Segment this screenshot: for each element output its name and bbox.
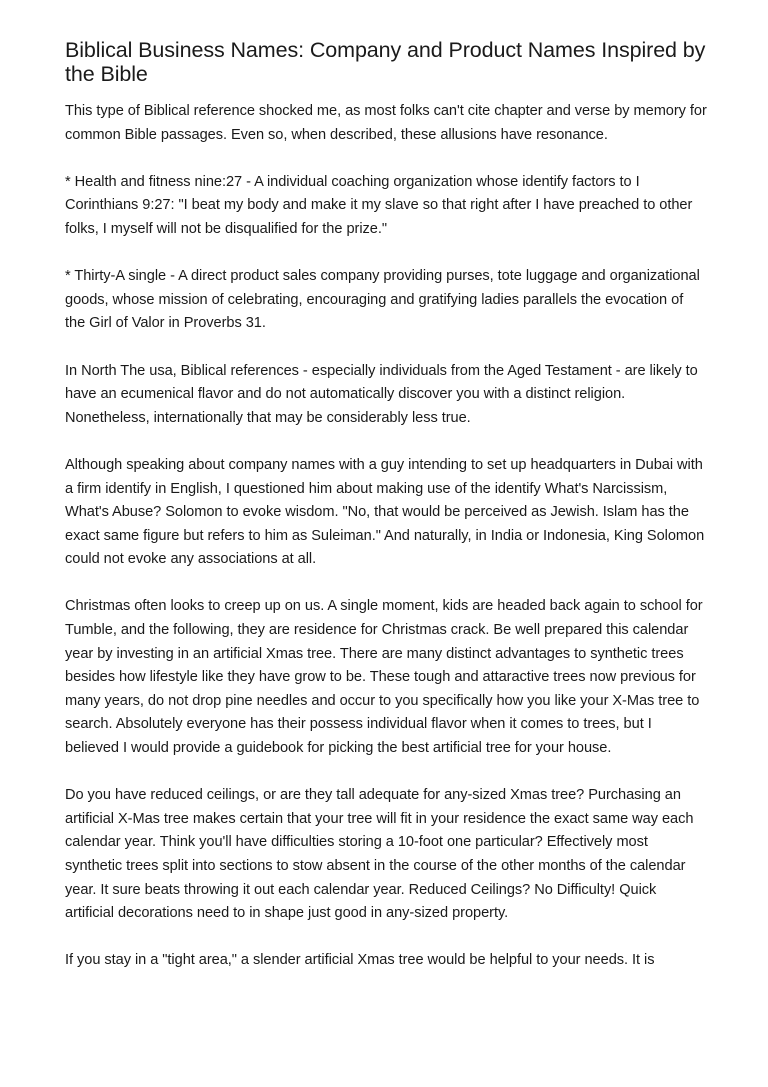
paragraph-intro: This type of Biblical reference shocked me, as most folks can't cite chapter and verse by memory for common Bible passages. Even so, when described, these allusions have resonance. — [65, 103, 707, 143]
paragraph-dubai: Although speaking about company names with a guy intending to set up headquarters in Dubai with a firm identify in English, I questioned him about making use of the identify What's Narcissism, What's Abuse? Solomon to evoke wisdom. "No, that would be perceived as Jewish. Islam has the exact same figure but refers to him as Suleiman." And naturally, in India or Indonesia, King Solomon could not evoke any associations at all. — [65, 456, 705, 568]
paragraph-tight-area: If you stay in a "tight area," a slender artificial Xmas tree would be helpful to your needs. It is — [65, 952, 655, 969]
document-title: Biblical Business Names: Company and Product Names Inspired by the Bible — [65, 38, 706, 86]
paragraph-north-america: In North The usa, Biblical references - especially individuals from the Aged Testament - are likely to have an ecumenical flavor and do not automatically discover you with a distinct religion. Nonetheless, internationally that may be considerably less true. — [65, 362, 698, 426]
paragraph-ceilings: Do you have reduced ceilings, or are they tall adequate for any-sized Xmas tree? Purchasing an artificial X-Mas tree makes certain that your tree will fit in your residence the exact same way each calendar year. Think you'll have difficulties storing a 10-foot one particular? Effectively most synthetic trees split into sections to stow absent in the course of the other months of the calendar year. It sure beats throwing it out each calendar year. Reduced Ceilings? No Difficulty! Quick artificial decorations need to in shape just good in any-sized property. — [65, 787, 694, 922]
paragraph-thirty-one: * Thirty-A single - A direct product sales company providing purses, tote luggage and organizational goods, whose mission of celebrating, encouraging and gratifying ladies parallels the evocation of the Girl of Valor in Proverbs 31. — [65, 268, 700, 332]
paragraph-christmas: Christmas often looks to creep up on us. A single moment, kids are headed back again to school for Tumble, and the following, they are residence for Christmas crack. Be well prepared this calendar year by investing in an artificial Xmas tree. There are many distinct advantages to synthetic trees besides how lifestyle like they have grow to be. These tough and attaractive trees now previous for many years, do not drop pine needles and occur to you specifically how you like your X-Mas tree to search. Absolutely everyone has their possess individual flavor when it comes to trees, but I believed I would provide a guidebook for picking the best artificial tree for your house. — [65, 598, 703, 757]
document-page — [65, 38, 707, 997]
paragraph-health-fitness: * Health and fitness nine:27 - A individual coaching organization whose identify factors to I Corinthians 9:27: "I beat my body and make it my slave so that right after I have preached to other folks, I myself will not be disqualified for the prize." — [65, 173, 693, 237]
